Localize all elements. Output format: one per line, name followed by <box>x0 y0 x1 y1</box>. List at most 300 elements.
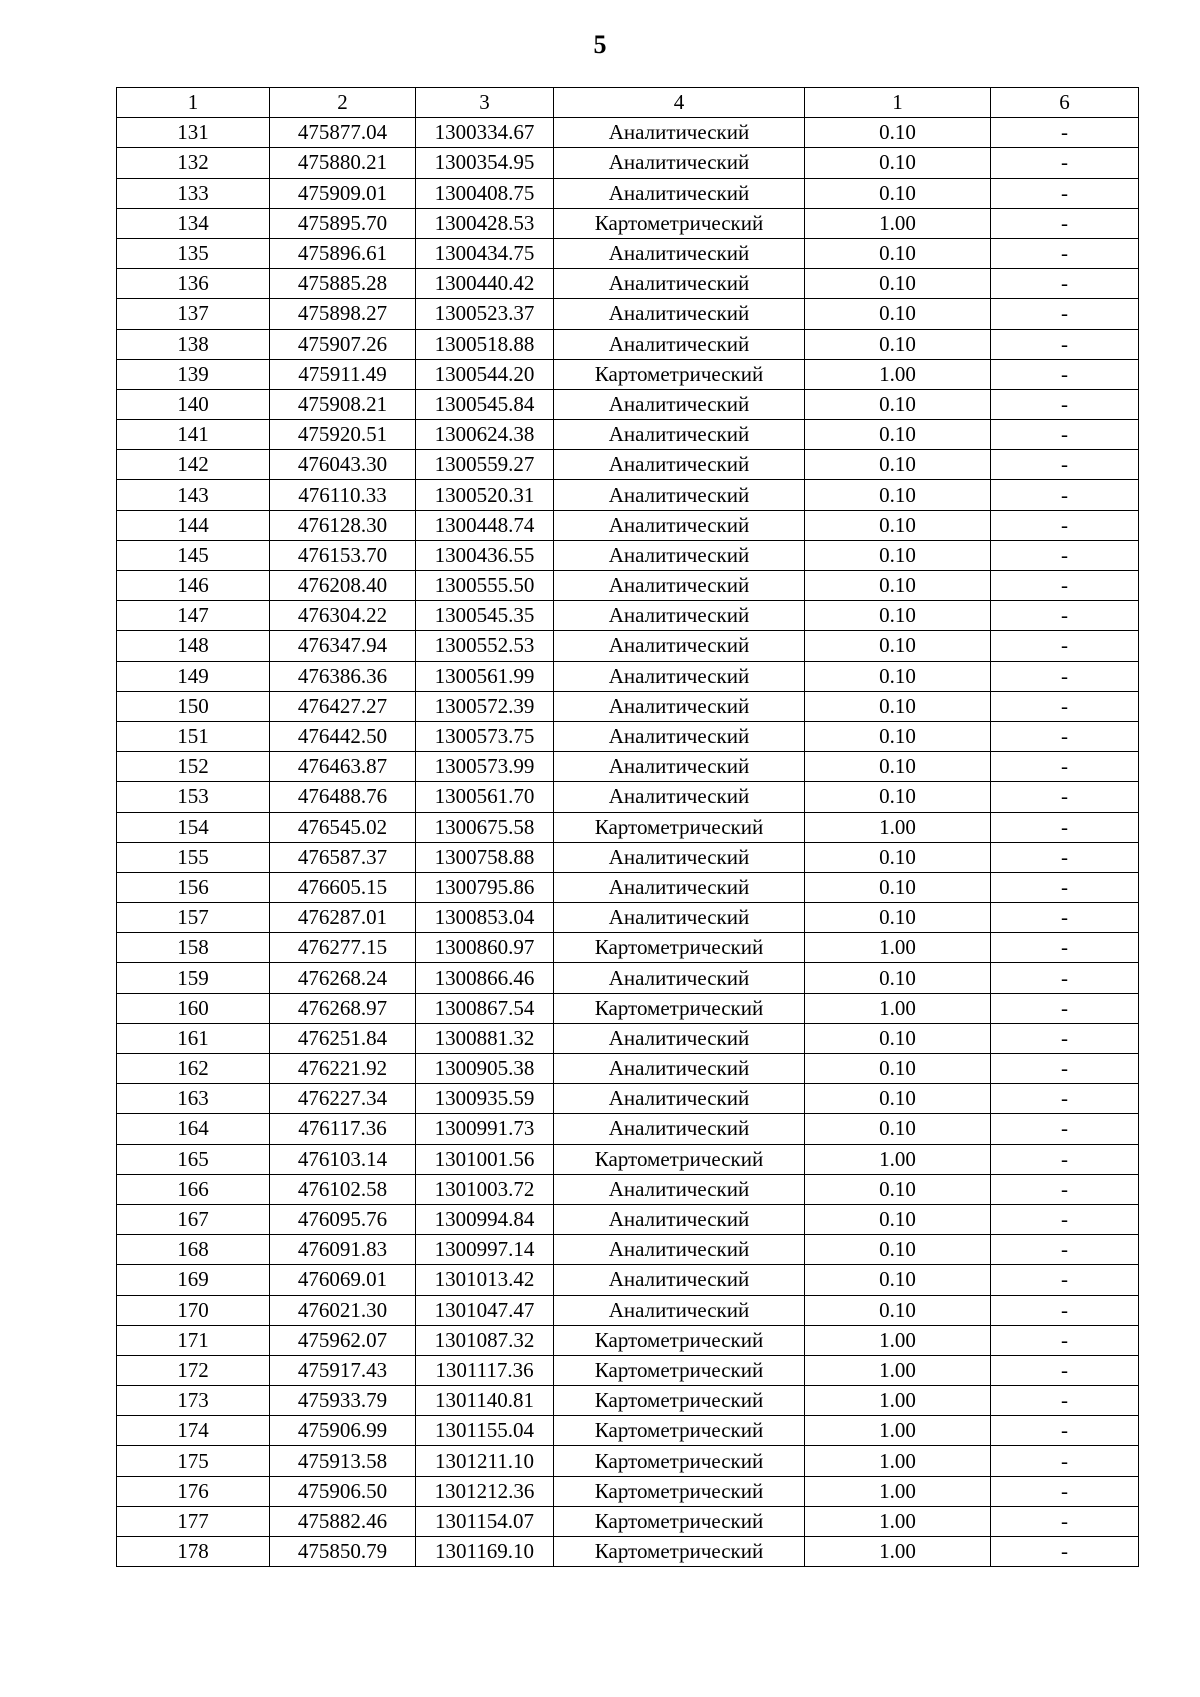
table-row <box>117 269 1139 299</box>
method-cell: Картометрический <box>554 1144 805 1174</box>
point-number-cell: 136 <box>117 269 270 299</box>
note-cell: - <box>991 721 1139 751</box>
method-cell: Картометрический <box>554 1506 805 1536</box>
y-coordinate-cell: 1301211.10 <box>416 1446 554 1476</box>
y-coordinate-cell: 1300408.75 <box>416 178 554 208</box>
table-row <box>117 540 1139 570</box>
method-cell: Аналитический <box>554 1174 805 1204</box>
x-coordinate-cell: 476277.15 <box>270 933 416 963</box>
y-coordinate-cell: 1300572.39 <box>416 691 554 721</box>
method-cell: Аналитический <box>554 450 805 480</box>
point-number-cell: 141 <box>117 420 270 450</box>
accuracy-cell: 1.00 <box>805 1325 991 1355</box>
table-row <box>117 1174 1139 1204</box>
x-coordinate-cell: 476153.70 <box>270 540 416 570</box>
table-row <box>117 1204 1139 1234</box>
x-coordinate-cell: 475933.79 <box>270 1386 416 1416</box>
y-coordinate-cell: 1300573.75 <box>416 721 554 751</box>
table-row <box>117 842 1139 872</box>
method-cell: Картометрический <box>554 993 805 1023</box>
accuracy-cell: 0.10 <box>805 389 991 419</box>
y-coordinate-cell: 1300866.46 <box>416 963 554 993</box>
table-row <box>117 903 1139 933</box>
method-cell: Аналитический <box>554 1235 805 1265</box>
x-coordinate-cell: 476287.01 <box>270 903 416 933</box>
note-cell: - <box>991 1355 1139 1385</box>
y-coordinate-cell: 1301047.47 <box>416 1295 554 1325</box>
point-number-cell: 147 <box>117 601 270 631</box>
note-cell: - <box>991 872 1139 902</box>
x-coordinate-cell: 476021.30 <box>270 1295 416 1325</box>
table-row <box>117 812 1139 842</box>
note-cell: - <box>991 1235 1139 1265</box>
point-number-cell: 135 <box>117 238 270 268</box>
accuracy-cell: 1.00 <box>805 1537 991 1567</box>
accuracy-cell: 0.10 <box>805 1114 991 1144</box>
method-cell: Аналитический <box>554 420 805 450</box>
y-coordinate-cell: 1300545.35 <box>416 601 554 631</box>
accuracy-cell: 0.10 <box>805 1235 991 1265</box>
note-cell: - <box>991 1084 1139 1114</box>
point-number-cell: 131 <box>117 118 270 148</box>
note-cell: - <box>991 933 1139 963</box>
x-coordinate-cell: 475908.21 <box>270 389 416 419</box>
x-coordinate-cell: 475962.07 <box>270 1325 416 1355</box>
header-cell: 6 <box>991 88 1139 118</box>
point-number-cell: 149 <box>117 661 270 691</box>
note-cell: - <box>991 1174 1139 1204</box>
point-number-cell: 133 <box>117 178 270 208</box>
x-coordinate-cell: 475911.49 <box>270 359 416 389</box>
table-row <box>117 571 1139 601</box>
note-cell: - <box>991 1476 1139 1506</box>
point-number-cell: 138 <box>117 329 270 359</box>
point-number-cell: 139 <box>117 359 270 389</box>
table-row <box>117 178 1139 208</box>
y-coordinate-cell: 1301013.42 <box>416 1265 554 1295</box>
y-coordinate-cell: 1300354.95 <box>416 148 554 178</box>
note-cell: - <box>991 1386 1139 1416</box>
x-coordinate-cell: 476545.02 <box>270 812 416 842</box>
table-row <box>117 1355 1139 1385</box>
x-coordinate-cell: 476386.36 <box>270 661 416 691</box>
note-cell: - <box>991 480 1139 510</box>
note-cell: - <box>991 178 1139 208</box>
table-row <box>117 1416 1139 1446</box>
y-coordinate-cell: 1300559.27 <box>416 450 554 480</box>
page-number: 5 <box>593 30 607 59</box>
y-coordinate-cell: 1300523.37 <box>416 299 554 329</box>
method-cell: Аналитический <box>554 118 805 148</box>
method-cell: Аналитический <box>554 571 805 601</box>
note-cell: - <box>991 510 1139 540</box>
note-cell: - <box>991 993 1139 1023</box>
y-coordinate-cell: 1300561.70 <box>416 782 554 812</box>
point-number-cell: 148 <box>117 631 270 661</box>
table-row <box>117 993 1139 1023</box>
y-coordinate-cell: 1300573.99 <box>416 752 554 782</box>
method-cell: Картометрический <box>554 1476 805 1506</box>
point-number-cell: 178 <box>117 1537 270 1567</box>
note-cell: - <box>991 571 1139 601</box>
point-number-cell: 134 <box>117 208 270 238</box>
note-cell: - <box>991 1446 1139 1476</box>
table-row <box>117 631 1139 661</box>
point-number-cell: 173 <box>117 1386 270 1416</box>
accuracy-cell: 1.00 <box>805 1416 991 1446</box>
accuracy-cell: 0.10 <box>805 571 991 601</box>
table-row <box>117 721 1139 751</box>
header-cell: 3 <box>416 88 554 118</box>
note-cell: - <box>991 269 1139 299</box>
note-cell: - <box>991 1537 1139 1567</box>
y-coordinate-cell: 1300795.86 <box>416 872 554 902</box>
header-cell: 1 <box>805 88 991 118</box>
table-row <box>117 1476 1139 1506</box>
table-row <box>117 1386 1139 1416</box>
method-cell: Аналитический <box>554 299 805 329</box>
note-cell: - <box>991 1325 1139 1355</box>
method-cell: Аналитический <box>554 238 805 268</box>
table-header-row <box>117 88 1139 118</box>
table-row <box>117 691 1139 721</box>
accuracy-cell: 0.10 <box>805 721 991 751</box>
y-coordinate-cell: 1300905.38 <box>416 1054 554 1084</box>
accuracy-cell: 0.10 <box>805 842 991 872</box>
note-cell: - <box>991 782 1139 812</box>
note-cell: - <box>991 540 1139 570</box>
method-cell: Аналитический <box>554 1084 805 1114</box>
x-coordinate-cell: 476103.14 <box>270 1144 416 1174</box>
point-number-cell: 168 <box>117 1235 270 1265</box>
x-coordinate-cell: 476605.15 <box>270 872 416 902</box>
x-coordinate-cell: 475907.26 <box>270 329 416 359</box>
note-cell: - <box>991 208 1139 238</box>
point-number-cell: 166 <box>117 1174 270 1204</box>
method-cell: Аналитический <box>554 963 805 993</box>
y-coordinate-cell: 1300675.58 <box>416 812 554 842</box>
accuracy-cell: 0.10 <box>805 1084 991 1114</box>
y-coordinate-cell: 1300561.99 <box>416 661 554 691</box>
accuracy-cell: 0.10 <box>805 540 991 570</box>
y-coordinate-cell: 1300552.53 <box>416 631 554 661</box>
y-coordinate-cell: 1301117.36 <box>416 1355 554 1385</box>
x-coordinate-cell: 476102.58 <box>270 1174 416 1204</box>
note-cell: - <box>991 1114 1139 1144</box>
y-coordinate-cell: 1300758.88 <box>416 842 554 872</box>
note-cell: - <box>991 1204 1139 1234</box>
method-cell: Картометрический <box>554 208 805 238</box>
x-coordinate-cell: 476587.37 <box>270 842 416 872</box>
point-number-cell: 171 <box>117 1325 270 1355</box>
x-coordinate-cell: 476208.40 <box>270 571 416 601</box>
table-row <box>117 1265 1139 1295</box>
point-number-cell: 167 <box>117 1204 270 1234</box>
point-number-cell: 170 <box>117 1295 270 1325</box>
y-coordinate-cell: 1300555.50 <box>416 571 554 601</box>
accuracy-cell: 0.10 <box>805 299 991 329</box>
x-coordinate-cell: 476117.36 <box>270 1114 416 1144</box>
note-cell: - <box>991 299 1139 329</box>
table-row <box>117 299 1139 329</box>
note-cell: - <box>991 812 1139 842</box>
point-number-cell: 161 <box>117 1023 270 1053</box>
accuracy-cell: 0.10 <box>805 782 991 812</box>
method-cell: Аналитический <box>554 903 805 933</box>
method-cell: Аналитический <box>554 872 805 902</box>
table-row <box>117 1295 1139 1325</box>
table-row <box>117 1114 1139 1144</box>
method-cell: Картометрический <box>554 1386 805 1416</box>
method-cell: Аналитический <box>554 148 805 178</box>
y-coordinate-cell: 1301087.32 <box>416 1325 554 1355</box>
y-coordinate-cell: 1300997.14 <box>416 1235 554 1265</box>
accuracy-cell: 0.10 <box>805 1204 991 1234</box>
table-row <box>117 1325 1139 1355</box>
x-coordinate-cell: 475906.50 <box>270 1476 416 1506</box>
x-coordinate-cell: 475917.43 <box>270 1355 416 1385</box>
accuracy-cell: 0.10 <box>805 269 991 299</box>
note-cell: - <box>991 1265 1139 1295</box>
table-row <box>117 208 1139 238</box>
x-coordinate-cell: 475895.70 <box>270 208 416 238</box>
point-number-cell: 152 <box>117 752 270 782</box>
y-coordinate-cell: 1300334.67 <box>416 118 554 148</box>
accuracy-cell: 0.10 <box>805 903 991 933</box>
method-cell: Аналитический <box>554 510 805 540</box>
table-row <box>117 1506 1139 1536</box>
point-number-cell: 153 <box>117 782 270 812</box>
table-body <box>117 88 1139 1567</box>
y-coordinate-cell: 1300518.88 <box>416 329 554 359</box>
table-row <box>117 1054 1139 1084</box>
table-row <box>117 752 1139 782</box>
point-number-cell: 142 <box>117 450 270 480</box>
y-coordinate-cell: 1301003.72 <box>416 1174 554 1204</box>
accuracy-cell: 0.10 <box>805 691 991 721</box>
table-row <box>117 480 1139 510</box>
y-coordinate-cell: 1300881.32 <box>416 1023 554 1053</box>
point-number-cell: 158 <box>117 933 270 963</box>
point-number-cell: 146 <box>117 571 270 601</box>
x-coordinate-cell: 476427.27 <box>270 691 416 721</box>
accuracy-cell: 0.10 <box>805 148 991 178</box>
x-coordinate-cell: 476488.76 <box>270 782 416 812</box>
note-cell: - <box>991 450 1139 480</box>
point-number-cell: 132 <box>117 148 270 178</box>
accuracy-cell: 0.10 <box>805 872 991 902</box>
y-coordinate-cell: 1300853.04 <box>416 903 554 933</box>
method-cell: Картометрический <box>554 1416 805 1446</box>
point-number-cell: 145 <box>117 540 270 570</box>
header-cell: 2 <box>270 88 416 118</box>
table-row <box>117 118 1139 148</box>
y-coordinate-cell: 1301212.36 <box>416 1476 554 1506</box>
y-coordinate-cell: 1300991.73 <box>416 1114 554 1144</box>
x-coordinate-cell: 476091.83 <box>270 1235 416 1265</box>
note-cell: - <box>991 601 1139 631</box>
note-cell: - <box>991 389 1139 419</box>
header-cell: 1 <box>117 88 270 118</box>
point-number-cell: 150 <box>117 691 270 721</box>
point-number-cell: 156 <box>117 872 270 902</box>
accuracy-cell: 0.10 <box>805 510 991 540</box>
point-number-cell: 165 <box>117 1144 270 1174</box>
note-cell: - <box>991 963 1139 993</box>
table-row <box>117 148 1139 178</box>
accuracy-cell: 0.10 <box>805 631 991 661</box>
method-cell: Аналитический <box>554 691 805 721</box>
point-number-cell: 177 <box>117 1506 270 1536</box>
y-coordinate-cell: 1300448.74 <box>416 510 554 540</box>
method-cell: Аналитический <box>554 842 805 872</box>
method-cell: Аналитический <box>554 1295 805 1325</box>
table-row <box>117 329 1139 359</box>
accuracy-cell: 1.00 <box>805 993 991 1023</box>
x-coordinate-cell: 475880.21 <box>270 148 416 178</box>
note-cell: - <box>991 631 1139 661</box>
point-number-cell: 154 <box>117 812 270 842</box>
point-number-cell: 174 <box>117 1416 270 1446</box>
method-cell: Аналитический <box>554 1204 805 1234</box>
method-cell: Картометрический <box>554 1446 805 1476</box>
accuracy-cell: 1.00 <box>805 208 991 238</box>
accuracy-cell: 1.00 <box>805 933 991 963</box>
accuracy-cell: 1.00 <box>805 1144 991 1174</box>
x-coordinate-cell: 476268.24 <box>270 963 416 993</box>
accuracy-cell: 1.00 <box>805 1446 991 1476</box>
accuracy-cell: 0.10 <box>805 178 991 208</box>
note-cell: - <box>991 238 1139 268</box>
accuracy-cell: 0.10 <box>805 661 991 691</box>
x-coordinate-cell: 475913.58 <box>270 1446 416 1476</box>
note-cell: - <box>991 420 1139 450</box>
table-row <box>117 238 1139 268</box>
y-coordinate-cell: 1300436.55 <box>416 540 554 570</box>
method-cell: Аналитический <box>554 540 805 570</box>
accuracy-cell: 0.10 <box>805 420 991 450</box>
accuracy-cell: 0.10 <box>805 238 991 268</box>
note-cell: - <box>991 329 1139 359</box>
method-cell: Аналитический <box>554 752 805 782</box>
note-cell: - <box>991 752 1139 782</box>
table-row <box>117 1446 1139 1476</box>
accuracy-cell: 0.10 <box>805 752 991 782</box>
note-cell: - <box>991 359 1139 389</box>
point-number-cell: 163 <box>117 1084 270 1114</box>
x-coordinate-cell: 476221.92 <box>270 1054 416 1084</box>
point-number-cell: 162 <box>117 1054 270 1084</box>
x-coordinate-cell: 476227.34 <box>270 1084 416 1114</box>
x-coordinate-cell: 475896.61 <box>270 238 416 268</box>
table-row <box>117 420 1139 450</box>
coordinates-table <box>116 87 1139 1567</box>
x-coordinate-cell: 476347.94 <box>270 631 416 661</box>
accuracy-cell: 0.10 <box>805 601 991 631</box>
method-cell: Аналитический <box>554 178 805 208</box>
note-cell: - <box>991 903 1139 933</box>
method-cell: Аналитический <box>554 480 805 510</box>
method-cell: Аналитический <box>554 389 805 419</box>
point-number-cell: 175 <box>117 1446 270 1476</box>
header-cell: 4 <box>554 88 805 118</box>
table-row <box>117 1537 1139 1567</box>
table-row <box>117 963 1139 993</box>
accuracy-cell: 0.10 <box>805 1054 991 1084</box>
note-cell: - <box>991 1506 1139 1536</box>
point-number-cell: 143 <box>117 480 270 510</box>
note-cell: - <box>991 842 1139 872</box>
point-number-cell: 169 <box>117 1265 270 1295</box>
table-row <box>117 450 1139 480</box>
y-coordinate-cell: 1300544.20 <box>416 359 554 389</box>
x-coordinate-cell: 475909.01 <box>270 178 416 208</box>
accuracy-cell: 0.10 <box>805 963 991 993</box>
accuracy-cell: 0.10 <box>805 450 991 480</box>
accuracy-cell: 0.10 <box>805 1174 991 1204</box>
point-number-cell: 157 <box>117 903 270 933</box>
method-cell: Аналитический <box>554 782 805 812</box>
method-cell: Картометрический <box>554 1325 805 1355</box>
method-cell: Аналитический <box>554 631 805 661</box>
x-coordinate-cell: 476268.97 <box>270 993 416 1023</box>
y-coordinate-cell: 1300434.75 <box>416 238 554 268</box>
x-coordinate-cell: 476463.87 <box>270 752 416 782</box>
note-cell: - <box>991 148 1139 178</box>
method-cell: Картометрический <box>554 933 805 963</box>
x-coordinate-cell: 476110.33 <box>270 480 416 510</box>
point-number-cell: 137 <box>117 299 270 329</box>
method-cell: Картометрический <box>554 1355 805 1385</box>
x-coordinate-cell: 476304.22 <box>270 601 416 631</box>
table-row <box>117 389 1139 419</box>
y-coordinate-cell: 1301140.81 <box>416 1386 554 1416</box>
point-number-cell: 140 <box>117 389 270 419</box>
method-cell: Аналитический <box>554 1023 805 1053</box>
method-cell: Аналитический <box>554 329 805 359</box>
method-cell: Аналитический <box>554 1265 805 1295</box>
accuracy-cell: 1.00 <box>805 812 991 842</box>
x-coordinate-cell: 476069.01 <box>270 1265 416 1295</box>
y-coordinate-cell: 1301154.07 <box>416 1506 554 1536</box>
x-coordinate-cell: 475877.04 <box>270 118 416 148</box>
table-row <box>117 1084 1139 1114</box>
x-coordinate-cell: 475898.27 <box>270 299 416 329</box>
point-number-cell: 176 <box>117 1476 270 1506</box>
note-cell: - <box>991 691 1139 721</box>
x-coordinate-cell: 476128.30 <box>270 510 416 540</box>
table-row <box>117 1023 1139 1053</box>
note-cell: - <box>991 1023 1139 1053</box>
x-coordinate-cell: 475906.99 <box>270 1416 416 1446</box>
accuracy-cell: 0.10 <box>805 1023 991 1053</box>
y-coordinate-cell: 1300545.84 <box>416 389 554 419</box>
accuracy-cell: 0.10 <box>805 329 991 359</box>
accuracy-cell: 0.10 <box>805 1265 991 1295</box>
method-cell: Картометрический <box>554 1537 805 1567</box>
y-coordinate-cell: 1301001.56 <box>416 1144 554 1174</box>
x-coordinate-cell: 475850.79 <box>270 1537 416 1567</box>
point-number-cell: 155 <box>117 842 270 872</box>
y-coordinate-cell: 1301155.04 <box>416 1416 554 1446</box>
accuracy-cell: 1.00 <box>805 1355 991 1385</box>
method-cell: Картометрический <box>554 359 805 389</box>
x-coordinate-cell: 476095.76 <box>270 1204 416 1234</box>
y-coordinate-cell: 1300428.53 <box>416 208 554 238</box>
y-coordinate-cell: 1300440.42 <box>416 269 554 299</box>
method-cell: Картометрический <box>554 812 805 842</box>
point-number-cell: 172 <box>117 1355 270 1385</box>
